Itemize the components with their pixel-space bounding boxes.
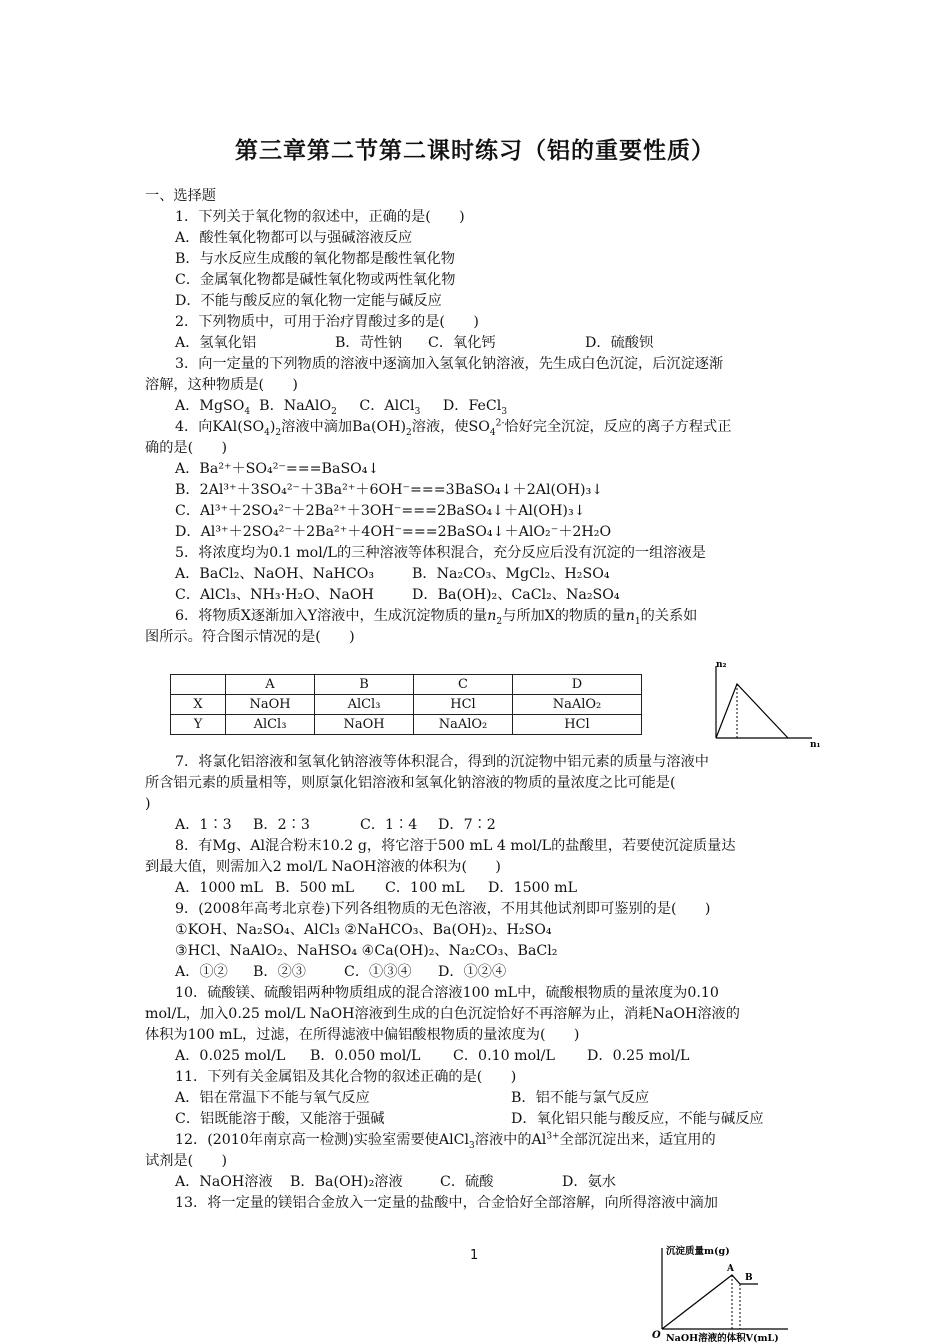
q7-option-b: B．2∶3 <box>253 817 310 833</box>
q12-option-b: B．Ba(OH)₂溶液 <box>290 1174 403 1190</box>
graph-curve <box>716 684 788 738</box>
graph-y-label: n₂ <box>716 660 727 670</box>
q10-stem-line3: 体积为100 mL，过滤，在所得滤液中偏铝酸根物质的量浓度为( ) <box>145 1027 580 1043</box>
q6-stem-line1: 6．将物质X逐渐加入Y溶液中，生成沉淀物质的量$n_2$与所加X的物质的量$n_1$的关系如 <box>175 608 698 627</box>
table-row <box>171 695 642 715</box>
q12-stem-line2: 试剂是( ) <box>145 1153 228 1169</box>
graph-point-b-label: B <box>745 1273 753 1283</box>
page-title: 第三章第二节第二课时练习（铝的重要性质） <box>235 137 715 164</box>
q3-stem-line1: 3．向一定量的下列物质的溶液中逐滴加入氢氧化钠溶液，先生成白色沉淀，后沉淀逐渐 <box>175 356 724 372</box>
table-cell: NaOH <box>226 695 315 715</box>
q1-option-b: B．与水反应生成酸的氧化物都是酸性氧化物 <box>175 251 455 267</box>
table-cell: C <box>414 675 513 695</box>
table-cell: NaOH <box>315 715 414 735</box>
q7-option-d: D．7∶2 <box>438 817 496 833</box>
q8-option-c: C．100 mL <box>385 880 465 896</box>
q6-graph <box>704 658 828 750</box>
table-cell: Y <box>171 715 226 735</box>
q4-stem-line2: 确的是( ) <box>145 440 228 456</box>
table-cell: NaAlO₂ <box>414 715 513 735</box>
q4-option-c: C．Al³⁺＋2SO₄²⁻＋2Ba²⁺＋3OH⁻===2BaSO₄↓＋Al(OH)₃↓ <box>175 503 586 519</box>
table-cell: NaAlO₂ <box>513 695 642 715</box>
q13-stem-line1: 13．将一定量的镁铝合金放入一定量的盐酸中，合金恰好全部溶解，向所得溶液中滴加 <box>175 1195 718 1211</box>
q4-option-d: D．Al³⁺＋2SO₄²⁻＋2Ba²⁺＋4OH⁻===2BaSO₄↓＋AlO₂⁻＋2H₂O <box>175 524 612 540</box>
q7-stem-line3: ) <box>145 796 151 812</box>
q3-option-d: D．FeCl$_3$ <box>442 398 508 417</box>
q9-option-d: D．①②④ <box>438 964 507 980</box>
q12-option-d: D．氨水 <box>562 1174 616 1190</box>
q6-stem-line2: 图所示。符合图示情况的是( ) <box>145 629 355 645</box>
graph-point-a-label: A <box>727 1264 734 1274</box>
table-row <box>171 715 642 735</box>
table-cell: X <box>171 695 226 715</box>
table-cell: D <box>513 675 642 695</box>
q7-stem-line2: 所含铝元素的质量相等，则原氯化铝溶液和氢氧化钠溶液的物质的量浓度之比可能是( <box>145 775 676 791</box>
q3-options <box>175 396 507 416</box>
graph-y-label: 沉淀质量m(g) <box>666 1246 730 1257</box>
q1-stem: 1．下列关于氧化物的叙述中，正确的是( ) <box>175 209 465 225</box>
table-cell: AlCl₃ <box>315 695 414 715</box>
q12-option-a: A．NaOH溶液 <box>175 1174 273 1190</box>
q1-option-d: D．不能与酸反应的氧化物一定能与碱反应 <box>175 293 442 309</box>
q7-stem-line1: 7．将氯化铝溶液和氢氧化钠溶液等体积混合，得到的沉淀物中铝元素的质量与溶液中 <box>175 754 709 770</box>
q8-option-b: B．500 mL <box>275 880 355 896</box>
q6-options-table <box>170 674 642 735</box>
table-cell: A <box>226 675 315 695</box>
q10-stem-line2: mol/L，加入0.25 mol/L NaOH溶液到生成的白色沉淀恰好不再溶解为止，消耗NaOH溶液的 <box>145 1006 740 1022</box>
q8-stem-line1: 8．有Mg、Al混合粉末10.2 g，将它溶于500 mL 4 mol/L的盐酸里，若要使沉淀质量达 <box>175 838 736 854</box>
q2-option-b: B．苛性钠 <box>335 335 403 351</box>
q2-stem: 2．下列物质中，可用于治疗胃酸过多的是( ) <box>175 314 479 330</box>
graph-x-label: NaOH溶液的体积V(mL) <box>666 1333 779 1344</box>
q3-option-b: B．NaAlO$_2$ <box>259 398 337 417</box>
q2-option-d: D．硫酸钡 <box>585 335 654 351</box>
q9-list-line1: ①KOH、Na₂SO₄、AlCl₃ ②NaHCO₃、Ba(OH)₂、H₂SO₄ <box>175 922 552 938</box>
q8-stem-line2: 到最大值，则需加入2 mol/L NaOH溶液的体积为( ) <box>145 859 501 875</box>
q4-stem-line1: 4．向$KAl(SO_4)_2$溶液中滴加$Ba(OH)_2$溶液，使$SO_4^{2-}$恰好完全沉淀，反应的离子方程式正 <box>175 418 732 438</box>
q11-option-a: A．铝在常温下不能与氧气反应 <box>175 1090 370 1106</box>
q13-graph <box>648 1240 798 1344</box>
q7-option-c: C．1∶4 <box>360 817 418 833</box>
q9-option-b: B．②③ <box>253 964 306 980</box>
q3-option-a: A．MgSO$_4$ <box>175 398 251 417</box>
section-heading: 一、选择题 <box>145 188 216 204</box>
q4-option-a: A．Ba²⁺＋SO₄²⁻===BaSO₄↓ <box>175 461 380 477</box>
q1-option-c: C．金属氧化物都是碱性氧化物或两性氧化物 <box>175 272 456 288</box>
table-row <box>171 675 642 695</box>
table-cell: HCl <box>414 695 513 715</box>
q9-list-line2: ③HCl、NaAlO₂、NaHSO₄ ④Ca(OH)₂、Na₂CO₃、BaCl₂ <box>175 943 558 959</box>
q12-option-c: C．硫酸 <box>440 1174 494 1190</box>
q2-option-c: C．氧化钙 <box>428 335 496 351</box>
q9-option-a: A．①② <box>175 964 228 980</box>
q5-option-d: D．Ba(OH)₂、CaCl₂、Na₂SO₄ <box>412 587 620 603</box>
q10-stem-line1: 10．硫酸镁、硫酸铝两种物质组成的混合溶液100 mL中，硫酸根物质的量浓度为0.10 <box>175 985 719 1001</box>
q11-option-d: D．氧化铝只能与酸反应，不能与碱反应 <box>511 1111 764 1127</box>
q11-stem: 11．下列有关金属铝及其化合物的叙述正确的是( ) <box>175 1069 517 1085</box>
q3-stem-line2: 溶解，这种物质是( ) <box>145 377 298 393</box>
q8-option-a: A．1000 mL <box>175 880 263 896</box>
q7-option-a: A．1∶3 <box>175 817 232 833</box>
table-cell: AlCl₃ <box>226 715 315 735</box>
table-cell: HCl <box>513 715 642 735</box>
q10-option-c: C．0.10 mol/L <box>453 1048 555 1064</box>
q9-option-c: C．①③④ <box>344 964 412 980</box>
table-cell: B <box>315 675 414 695</box>
q9-stem: 9．(2008年高考北京卷)下列各组物质的无色溶液，不用其他试剂即可鉴别的是( ) <box>175 901 711 917</box>
q5-option-c: C．AlCl₃、NH₃·H₂O、NaOH <box>175 587 374 603</box>
page-number: 1 <box>470 1248 479 1263</box>
graph-curve <box>662 1275 758 1329</box>
q11-option-c: C．铝既能溶于酸，又能溶于强碱 <box>175 1111 385 1127</box>
q5-option-b: B．Na₂CO₃、MgCl₂、H₂SO₄ <box>412 566 610 582</box>
table-cell <box>171 675 226 695</box>
q5-option-a: A．BaCl₂、NaOH、NaHCO₃ <box>175 566 375 582</box>
q1-option-a: A．酸性氧化物都可以与强碱溶液反应 <box>175 230 413 246</box>
q11-option-b: B．铝不能与氯气反应 <box>511 1090 650 1106</box>
q10-option-b: B．0.050 mol/L <box>310 1048 421 1064</box>
q10-option-a: A．0.025 mol/L <box>175 1048 286 1064</box>
graph-origin-label: O <box>652 1330 661 1341</box>
q8-option-d: D．1500 mL <box>488 880 578 896</box>
graph-x-label: n₁ <box>810 740 821 750</box>
q2-option-a: A．氢氧化铝 <box>175 335 257 351</box>
q10-option-d: D．0.25 mol/L <box>587 1048 690 1064</box>
q12-stem-line1: 12．(2010年南京高一检测)实验室需要使AlCl$_3$溶液中的$Al^{3+}$全部沉淀出来，适宜用的 <box>175 1131 716 1151</box>
q3-option-c: C．AlCl$_3$ <box>359 398 421 417</box>
q4-option-b: B．2Al³⁺＋3SO₄²⁻＋3Ba²⁺＋6OH⁻===3BaSO₄↓＋2Al(OH)₃↓ <box>175 482 604 498</box>
q5-stem: 5．将浓度均为0.1 mol/L的三种溶液等体积混合，充分反应后没有沉淀的一组溶液是 <box>175 545 706 561</box>
